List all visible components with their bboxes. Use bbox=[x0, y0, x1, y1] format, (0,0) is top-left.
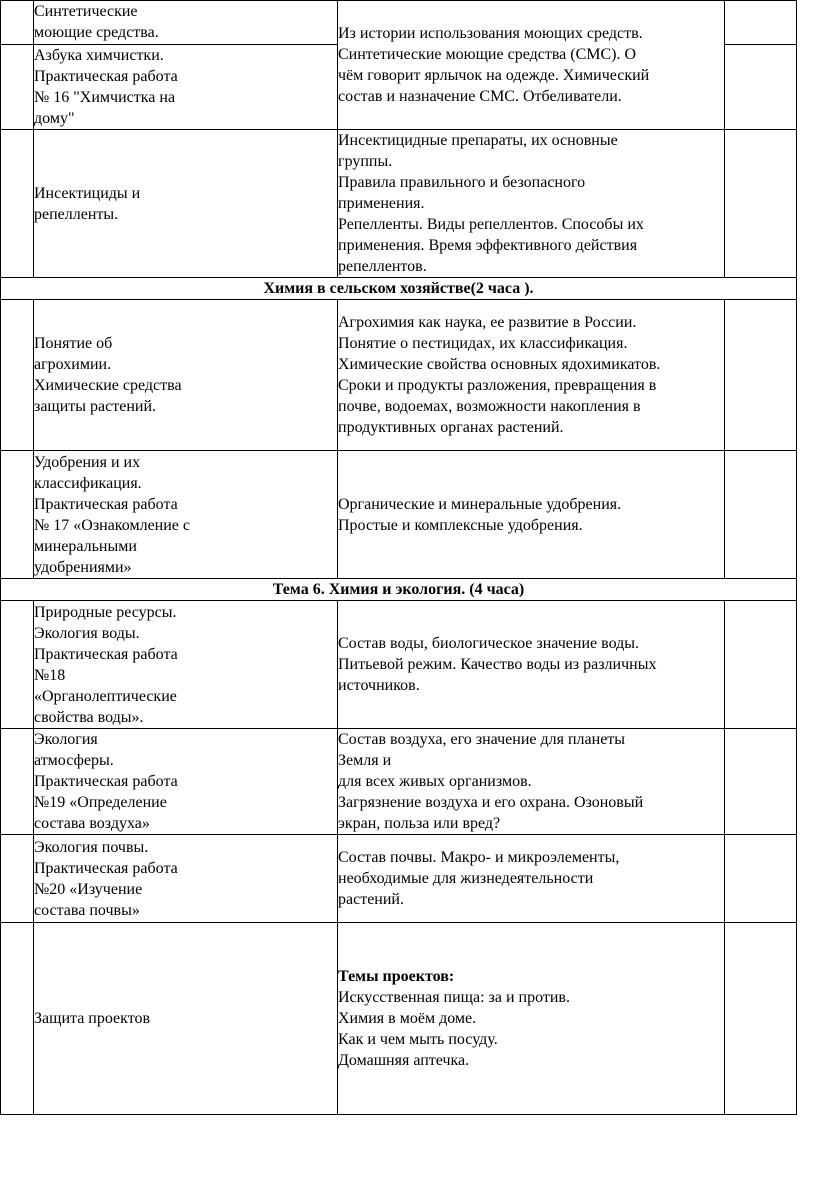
content-line: растений. bbox=[338, 891, 404, 908]
topic-line: классификация. bbox=[34, 474, 142, 492]
number-cell bbox=[1, 45, 34, 130]
topic-line: состава воздуха» bbox=[34, 815, 150, 832]
number-cell bbox=[1, 300, 34, 451]
content-cell bbox=[338, 451, 725, 579]
topic-line: Практическая работа bbox=[34, 773, 178, 790]
topic-line: защиты растений. bbox=[34, 398, 157, 415]
content-line: почве, водоемах, возможности накопления в bbox=[338, 398, 641, 415]
topic-cell bbox=[34, 601, 338, 729]
content-line: Понятие о пестицидах, их классификация. bbox=[338, 335, 628, 352]
project-item: Химия в моём доме. bbox=[338, 1010, 477, 1027]
number-cell bbox=[1, 923, 34, 1115]
topic-line: минеральными bbox=[34, 537, 137, 555]
content-line: Химические свойства основных ядохимикатов. bbox=[338, 356, 661, 373]
content-line: Загрязнение воздуха и его охрана. Озоновый bbox=[338, 794, 644, 811]
notes-cell bbox=[725, 45, 797, 130]
content-cell bbox=[338, 601, 725, 729]
section-heading: Тема 6. Химия и экология. (4 часа) bbox=[1, 579, 797, 601]
topic-line: «Органолептические bbox=[34, 687, 177, 705]
section-heading: Химия в сельском хозяйстве(2 часа ). bbox=[1, 278, 797, 300]
project-item: Искусственная пища: за и против. bbox=[338, 989, 570, 1006]
content-line: Репелленты. Виды репеллентов. Способы их bbox=[338, 216, 644, 233]
content-cell bbox=[338, 300, 725, 451]
content-cell bbox=[338, 1, 725, 130]
content-line: Синтетические моющие средства (СМС). О bbox=[338, 46, 637, 63]
project-item: Как и чем мыть посуду. bbox=[338, 1031, 498, 1048]
content-line: источников. bbox=[338, 677, 420, 694]
topic-line: Понятие об bbox=[34, 335, 113, 352]
topic-cell bbox=[34, 835, 338, 923]
notes-cell bbox=[725, 300, 797, 451]
topic-cell bbox=[34, 923, 338, 1115]
content-line: Инсектицидные препараты, их основные bbox=[338, 132, 618, 149]
content-line: Земля и bbox=[338, 752, 392, 769]
content-cell bbox=[338, 835, 725, 923]
content-line: Органические и минеральные удобрения. bbox=[338, 495, 622, 513]
topic-line: атмосферы. bbox=[34, 752, 114, 769]
topic-line: дому" bbox=[34, 110, 75, 127]
topic-cell bbox=[34, 1, 338, 45]
topic-line: состава почвы» bbox=[34, 901, 140, 919]
projects-title: Темы проектов: bbox=[338, 968, 455, 985]
number-cell bbox=[1, 729, 34, 835]
content-cell bbox=[338, 729, 725, 835]
content-line: продуктивных органах растений. bbox=[338, 419, 564, 436]
topic-line: №19 «Определение bbox=[34, 794, 167, 811]
content-line: состав и назначение СМС. Отбеливатели. bbox=[338, 88, 622, 105]
notes-cell bbox=[725, 1, 797, 45]
topic-line: моющие средства. bbox=[34, 24, 159, 41]
project-item: Домашняя аптечка. bbox=[338, 1052, 470, 1069]
topic-line: Практическая работа bbox=[34, 68, 178, 85]
topic-line: Экология воды. bbox=[34, 624, 140, 642]
content-line: применения. bbox=[338, 195, 425, 212]
content-line: Состав воды, биологическое значение воды. bbox=[338, 635, 639, 652]
topic-line: Синтетические bbox=[34, 3, 138, 20]
topic-cell bbox=[34, 300, 338, 451]
content-line: Сроки и продукты разложения, превращения в bbox=[338, 377, 657, 394]
topic-cell bbox=[34, 45, 338, 130]
topic-line: удобрениями» bbox=[34, 558, 132, 576]
topic-line: Химические средства bbox=[34, 377, 182, 394]
topic-line: Практическая работа bbox=[34, 495, 178, 513]
topic-line: Инсектициды и bbox=[34, 184, 141, 202]
content-line: чём говорит ярлычок на одежде. Химический bbox=[338, 67, 650, 84]
content-line: необходимые для жизнедеятельности bbox=[338, 870, 594, 887]
topic-line: Природные ресурсы. bbox=[34, 603, 177, 621]
topic-line: № 17 «Ознакомление с bbox=[34, 516, 190, 534]
notes-cell bbox=[725, 130, 797, 278]
number-cell bbox=[1, 601, 34, 729]
number-cell bbox=[1, 451, 34, 579]
notes-cell bbox=[725, 451, 797, 579]
content-cell bbox=[338, 130, 725, 278]
content-line: группы. bbox=[338, 153, 393, 170]
number-cell bbox=[1, 835, 34, 923]
content-line: Агрохимия как наука, ее развитие в России. bbox=[338, 314, 637, 331]
content-line: для всех живых организмов. bbox=[338, 773, 532, 790]
notes-cell bbox=[725, 835, 797, 923]
topic-cell bbox=[34, 451, 338, 579]
content-line: экран, польза или вред? bbox=[338, 815, 501, 832]
topic-line: Практическая работа bbox=[34, 859, 178, 877]
topic-cell bbox=[34, 130, 338, 278]
topic-line: № 16 "Химчистка на bbox=[34, 89, 176, 106]
topic-line: репелленты. bbox=[34, 205, 119, 223]
notes-cell bbox=[725, 729, 797, 835]
topic-line: Защита проектов bbox=[34, 1010, 151, 1027]
content-line: Состав воздуха, его значение для планеты bbox=[338, 731, 626, 748]
topic-line: Экология bbox=[34, 731, 98, 748]
topic-line: №18 bbox=[34, 666, 66, 684]
content-line: Питьевой режим. Качество воды из различных bbox=[338, 656, 657, 673]
topic-line: Практическая работа bbox=[34, 645, 178, 663]
number-cell bbox=[1, 130, 34, 278]
number-cell bbox=[1, 1, 34, 45]
content-cell bbox=[338, 923, 725, 1115]
topic-line: Удобрения и их bbox=[34, 453, 141, 471]
notes-cell bbox=[725, 601, 797, 729]
topic-line: №20 «Изучение bbox=[34, 880, 143, 898]
content-line: репеллентов. bbox=[338, 258, 427, 275]
content-line: применения. Время эффективного действия bbox=[338, 237, 638, 254]
topic-cell bbox=[34, 729, 338, 835]
content-line: Простые и комплексные удобрения. bbox=[338, 516, 583, 534]
topic-line: свойства воды». bbox=[34, 708, 144, 726]
content-line: Правила правильного и безопасного bbox=[338, 174, 586, 191]
notes-cell bbox=[725, 923, 797, 1115]
topic-line: Азбука химчистки. bbox=[34, 47, 164, 64]
topic-line: агрохимии. bbox=[34, 356, 112, 373]
content-line: Из истории использования моющих средств. bbox=[338, 25, 643, 42]
content-line: Состав почвы. Макро- и микроэлементы, bbox=[338, 849, 620, 866]
topic-line: Экология почвы. bbox=[34, 838, 149, 856]
